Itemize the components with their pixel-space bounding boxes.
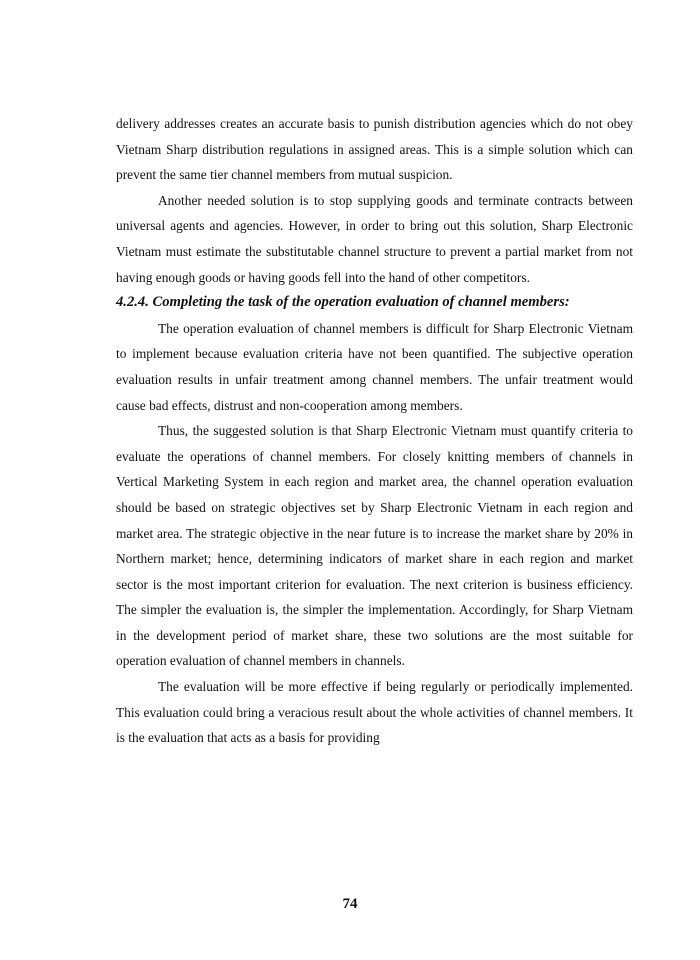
document-body [116, 111, 633, 751]
section-heading: 4.2.4. Completing the task of the operation evaluation of channel members: [116, 294, 570, 311]
paragraph-suggested-solution: Thus, the suggested solution is that Sharp Electronic Vietnam must quantify criteria to evaluate the operations of channel members. For closely knitting members of channels in Vertical Marketing System in each region and market area, the channel operation evaluation should be based on strategic objectives set by Sharp Electronic Vietnam in each region and market area. The strategic objective in the near future is to increase the market share by 20% in Northern market; hence, determining indicators of market share in each region and market sector is the most important criterion for evaluation. The next criterion is business efficiency. The simpler the evaluation is, the simpler the implementation. Accordingly, for Sharp Vietnam in the development period of market share, these two solutions are the most suitable for operation evaluation of channel members in channels. [116, 423, 633, 669]
page-number: 74 [342, 896, 358, 912]
paragraph-periodic-evaluation: The evaluation will be more effective if being regularly or periodically implemented. This evaluation could bring a veracious result about the whole activities of channel members. It is the evaluation that acts as a basis for providing [116, 679, 633, 746]
paragraph-continuation: delivery addresses creates an accurate basis to punish distribution agencies which do not obey Vietnam Sharp distribution regulations in assigned areas. This is a simple solution which can prevent the same tier channel members from mutual suspicion. [116, 116, 633, 183]
paragraph-evaluation-difficulty: The operation evaluation of channel members is difficult for Sharp Electronic Vietnam to implement because evaluation criteria have not been quantified. The subjective operation evaluation results in unfair treatment among channel members. The unfair treatment would cause bad effects, distrust and non-cooperation among members. [116, 320, 633, 413]
paragraph-stop-supplying: Another needed solution is to stop supplying goods and terminate contracts between universal agents and agencies. However, in order to bring out this solution, Sharp Electronic Vietnam must estimate the substitutable channel structure to prevent a partial market from not having enough goods or having goods fell into the hand of other competitors. [116, 192, 633, 285]
